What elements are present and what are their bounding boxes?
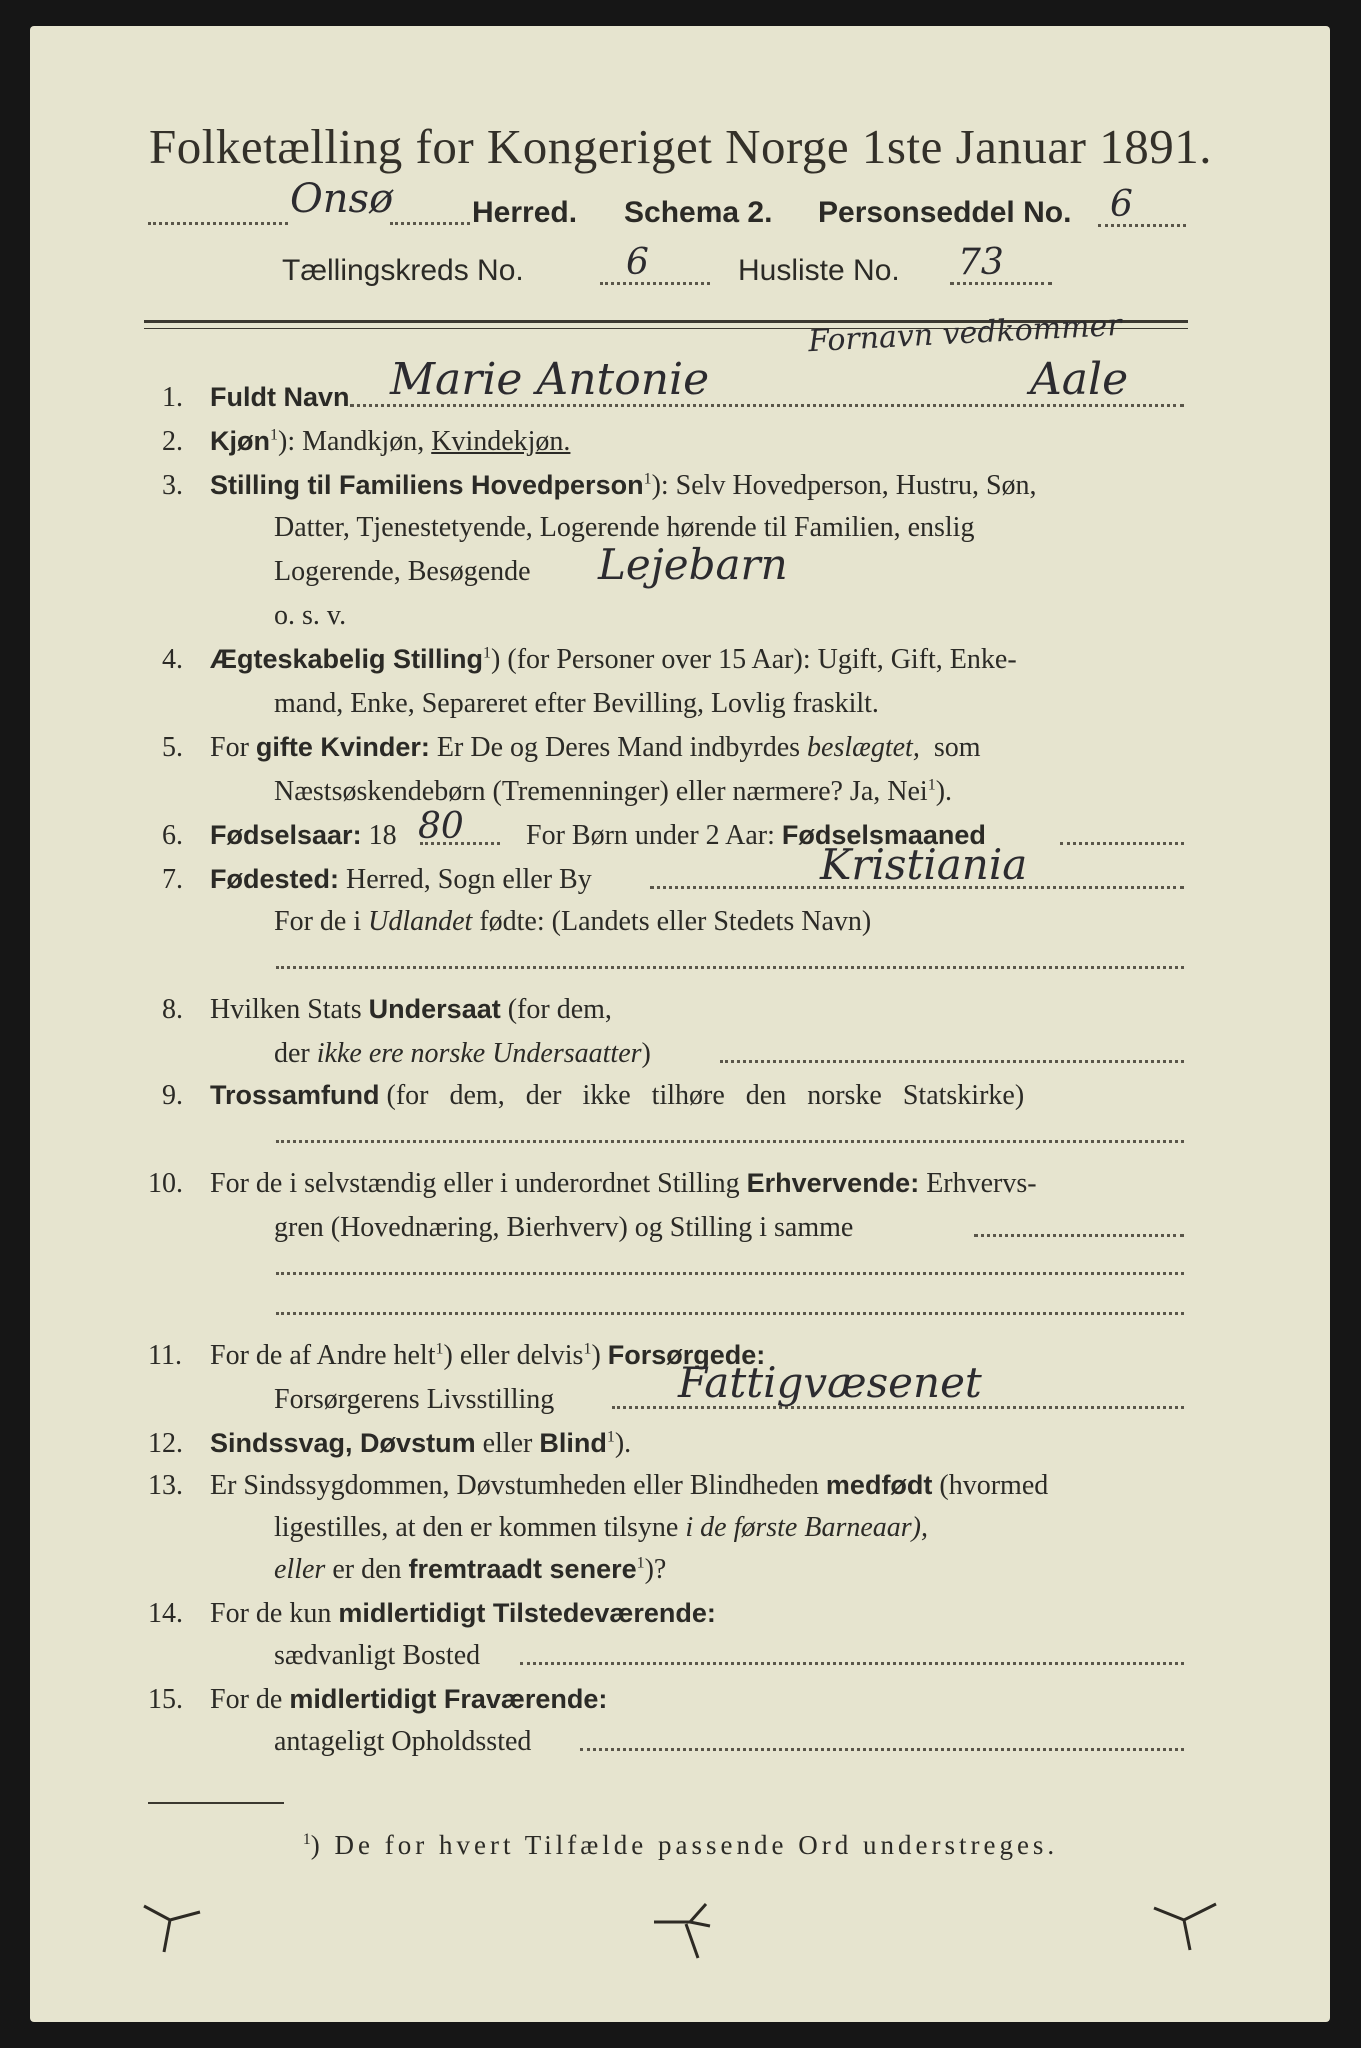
item-number: 10. <box>148 1168 183 1199</box>
forsorgere-handwritten: Fattigvæsenet <box>678 1358 982 1407</box>
herred-field-line <box>148 222 288 225</box>
tilstede-row <box>210 1598 716 1630</box>
tilstede-pre: For de kun <box>210 1598 332 1629</box>
registration-mark-left <box>140 1898 210 1958</box>
medfodt-pre: Er Sindssygdommen, Døvstumheden eller Blindheden <box>210 1470 819 1501</box>
item-number: 5. <box>162 732 183 763</box>
medfodt-eller: eller <box>274 1554 326 1585</box>
registration-mark-center <box>650 1896 720 1966</box>
item-number: 6. <box>162 820 183 851</box>
udland-it: Udlandet <box>368 906 473 937</box>
sindssvag-row: Sindssvag, Døvstum eller Blind$^1$). <box>210 1428 632 1459</box>
trossamfund-text: (for dem, der ikke tilhøre den norske Statskirke) <box>386 1080 1025 1111</box>
fodested-text: Herred, Sogn eller By <box>346 864 592 895</box>
item-number: 12. <box>148 1428 183 1459</box>
medfodt-row <box>210 1470 1048 1502</box>
item-number: 2. <box>162 426 183 457</box>
udland-row <box>274 906 871 938</box>
trossamfund-label: Trossamfund <box>210 1080 380 1110</box>
herred-handwritten: Onsø <box>290 176 394 222</box>
tilstede-label: midlertidigt Tilstedeværende: <box>338 1598 716 1628</box>
footnote-sup: 1 <box>302 1831 311 1848</box>
trossamfund-row <box>210 1080 1024 1112</box>
aegteskab-text-1: ) (for Personer over 15 Aar): Ugift, Gift, Enke- <box>491 644 1017 675</box>
erhverv-label: Erhvervende: <box>746 1168 920 1198</box>
fodested-handwritten: Kristiania <box>820 840 1028 889</box>
surname-handwritten: Aale <box>1030 354 1129 405</box>
gifte-som: som <box>933 732 981 763</box>
item-number: 1. <box>162 382 183 413</box>
stilling-text-2: Datter, Tjenestetyende, Logerende hørende til Familien, enslig <box>274 512 975 543</box>
bosted-text: sædvanligt Bosted <box>274 1640 481 1671</box>
fodselsaar-prefix: 18 <box>368 820 397 851</box>
sindssvag-label: Sindssvag, Døvstum <box>210 1428 476 1458</box>
item-number: 11. <box>148 1340 182 1371</box>
bosted-field-line <box>520 1662 1184 1665</box>
medfodt-end: )? <box>644 1554 667 1585</box>
personseddel-label: Personseddel No. <box>818 196 1072 229</box>
undersaat-label: Undersaat <box>368 994 501 1024</box>
form-title: Folketælling for Kongeriget Norge 1ste Januar 1891. <box>149 119 1212 174</box>
udland-field-line <box>276 966 1184 969</box>
opholdssted-field-line <box>580 1748 1184 1751</box>
udland-pre: For de i <box>274 906 362 937</box>
gifte-row-2: Næstsøskendebørn (Tremenninger) eller nærmere? Ja, Nei$^1$). <box>274 776 953 807</box>
item-number: 4. <box>162 644 183 675</box>
aegteskab-label: Ægteskabelig Stilling <box>210 644 484 674</box>
gifte-beslaegtet: beslægtet, <box>807 732 920 763</box>
footnote-rule <box>148 1802 284 1804</box>
undersaat-pre: Hvilken Stats <box>210 994 362 1025</box>
fuldt-navn-label: Fuldt Navn <box>210 382 350 412</box>
fravaerende-row <box>210 1684 607 1716</box>
name-handwritten: Marie Antonie <box>390 354 710 405</box>
schema-label: Schema 2. <box>624 196 773 229</box>
husliste-handwritten: 73 <box>958 242 1004 283</box>
gifte-row <box>210 732 981 764</box>
fremtraadt-label: fremtraadt senere <box>408 1554 637 1584</box>
item-number: 14. <box>148 1598 183 1629</box>
personseddel-handwritten: 6 <box>1110 184 1133 225</box>
herred-field-line-2 <box>390 222 470 225</box>
erhverv-text-2: gren (Hovednæring, Bierhverv) og Stilling i samme <box>274 1212 854 1243</box>
item-number: 9. <box>162 1080 183 1111</box>
herred-label: Herred. <box>472 196 578 229</box>
item-number: 13. <box>148 1470 183 1501</box>
taellingskreds-handwritten: 6 <box>626 242 649 283</box>
forsorgede-mid: ) eller delvis <box>443 1340 584 1371</box>
taellingskreds-label: Tællingskreds No. <box>282 254 524 287</box>
gifte-pre: For <box>210 732 249 763</box>
stilling-handwritten: Lejebarn <box>598 540 788 589</box>
stilling-text-4: o. s. v. <box>274 600 347 631</box>
medfodt-text-3: er den <box>332 1554 402 1585</box>
aegteskab-row: Ægteskabelig Stilling$^1$) (for Personer over 15 Aar): Ugift, Gift, Enke- <box>210 644 1017 675</box>
medfodt-row-3: eller er den fremtraadt senere$^1$)? <box>274 1554 667 1585</box>
kjon-row <box>210 426 570 458</box>
undersaat-post: (for dem, <box>507 994 612 1025</box>
trossamfund-field-line <box>276 1140 1184 1143</box>
fodselsmaaned-label: Fødselsmaaned <box>781 820 986 850</box>
medfodt-post: (hvormed <box>939 1470 1049 1501</box>
erhverv-row <box>210 1168 1037 1200</box>
erhverv-post: Erhvervs- <box>926 1168 1037 1199</box>
stilling-row: Stilling til Familiens Hovedperson$^1$): Selv Hovedperson, Hustru, Søn, <box>210 470 1037 501</box>
blind-label: Blind <box>539 1428 607 1458</box>
erhverv-field-line-3 <box>276 1312 1184 1315</box>
stilling-label: Stilling til Familiens Hovedperson <box>210 470 644 500</box>
kjon-options: ): Mandkjøn, <box>278 426 425 457</box>
sindssvag-eller: eller <box>482 1428 533 1459</box>
sindssvag-end: ). <box>614 1428 632 1459</box>
husliste-label: Husliste No. <box>738 254 900 287</box>
erhverv-field-line <box>974 1234 1184 1237</box>
undersaat-field-line <box>720 1060 1184 1063</box>
medfodt-text-2: ligestilles, at den er kommen tilsyne <box>274 1512 679 1543</box>
undersaat-row-2: der ikke ere norske Undersaatter) <box>274 1038 651 1069</box>
fodselsaar-field-line <box>420 842 500 845</box>
forsorgede-label: Forsørgede: <box>607 1340 766 1370</box>
husliste-field-line <box>950 282 1052 285</box>
fravaerende-label: midlertidigt Fraværende: <box>289 1684 608 1714</box>
forsorgere-text: Forsørgerens Livsstilling <box>274 1384 555 1415</box>
fodselsaar-row <box>210 820 397 852</box>
stilling-text-1: ): Selv Hovedperson, Hustru, Søn, <box>651 470 1037 501</box>
kjon-label: Kjøn <box>210 426 270 456</box>
item-number: 3. <box>162 470 183 501</box>
stilling-text-3: Logerende, Besøgende <box>274 556 531 587</box>
fodselsaar-label: Fødselsaar: <box>210 820 362 850</box>
gifte-label: gifte Kvinder: <box>255 732 430 762</box>
fodselsmaaned-field-line <box>1060 842 1184 845</box>
gifte-text-2: Næstsøskendebørn (Tremenninger) eller nærmere? Ja, Nei <box>274 776 928 807</box>
fodested-row <box>210 864 592 896</box>
undersaat-der: der <box>274 1038 310 1069</box>
forsorgede-row: For de af Andre helt$^1$) eller delvis$^1$) Forsørgede: <box>210 1340 766 1371</box>
footnote-ref: 1 <box>270 426 278 444</box>
fodselsaar-handwritten: 80 <box>418 806 464 847</box>
undersaat-it: ikke ere norske Undersaatter <box>316 1038 642 1069</box>
opholdssted-text: antageligt Opholdssted <box>274 1726 532 1757</box>
fodselsmaaned-text: For Børn under 2 Aar: <box>526 820 775 851</box>
taellingskreds-field-line <box>600 282 710 285</box>
erhverv-field-line-2 <box>276 1272 1184 1275</box>
item-number: 15. <box>148 1684 183 1715</box>
footnote-text: ) De for hvert Tilfælde passende Ord understreges. <box>310 1830 1059 1860</box>
fravaerende-pre: For de <box>210 1684 283 1715</box>
undersaat-row <box>210 994 612 1026</box>
medfodt-it: i de første Barneaar), <box>685 1512 928 1543</box>
forsorgede-pre: For de af Andre helt <box>210 1340 436 1371</box>
item-number: 7. <box>162 864 183 895</box>
gifte-end: ). <box>935 776 953 807</box>
item-number: 8. <box>162 994 183 1025</box>
erhverv-pre: For de i selvstændig eller i underordnet Stilling <box>210 1168 740 1199</box>
registration-mark-right <box>1150 1896 1230 1956</box>
medfodt-row-2 <box>274 1512 928 1544</box>
personseddel-field-line <box>1098 224 1186 227</box>
udland-post: fødte: (Landets eller Stedets Navn) <box>479 906 872 937</box>
fodested-label: Fødested: <box>210 864 340 894</box>
aegteskab-text-2: mand, Enke, Separeret efter Bevilling, Lovlig fraskilt. <box>274 688 879 719</box>
kjon-kvindekjon-underlined: Kvindekjøn. <box>431 426 571 457</box>
gifte-text-1: Er De og Deres Mand indbyrdes <box>436 732 801 763</box>
footnote <box>0 1830 1361 1861</box>
annotation-handwritten: Fornavn vedkommer <box>807 307 1123 360</box>
medfodt-label: medfødt <box>825 1470 933 1500</box>
